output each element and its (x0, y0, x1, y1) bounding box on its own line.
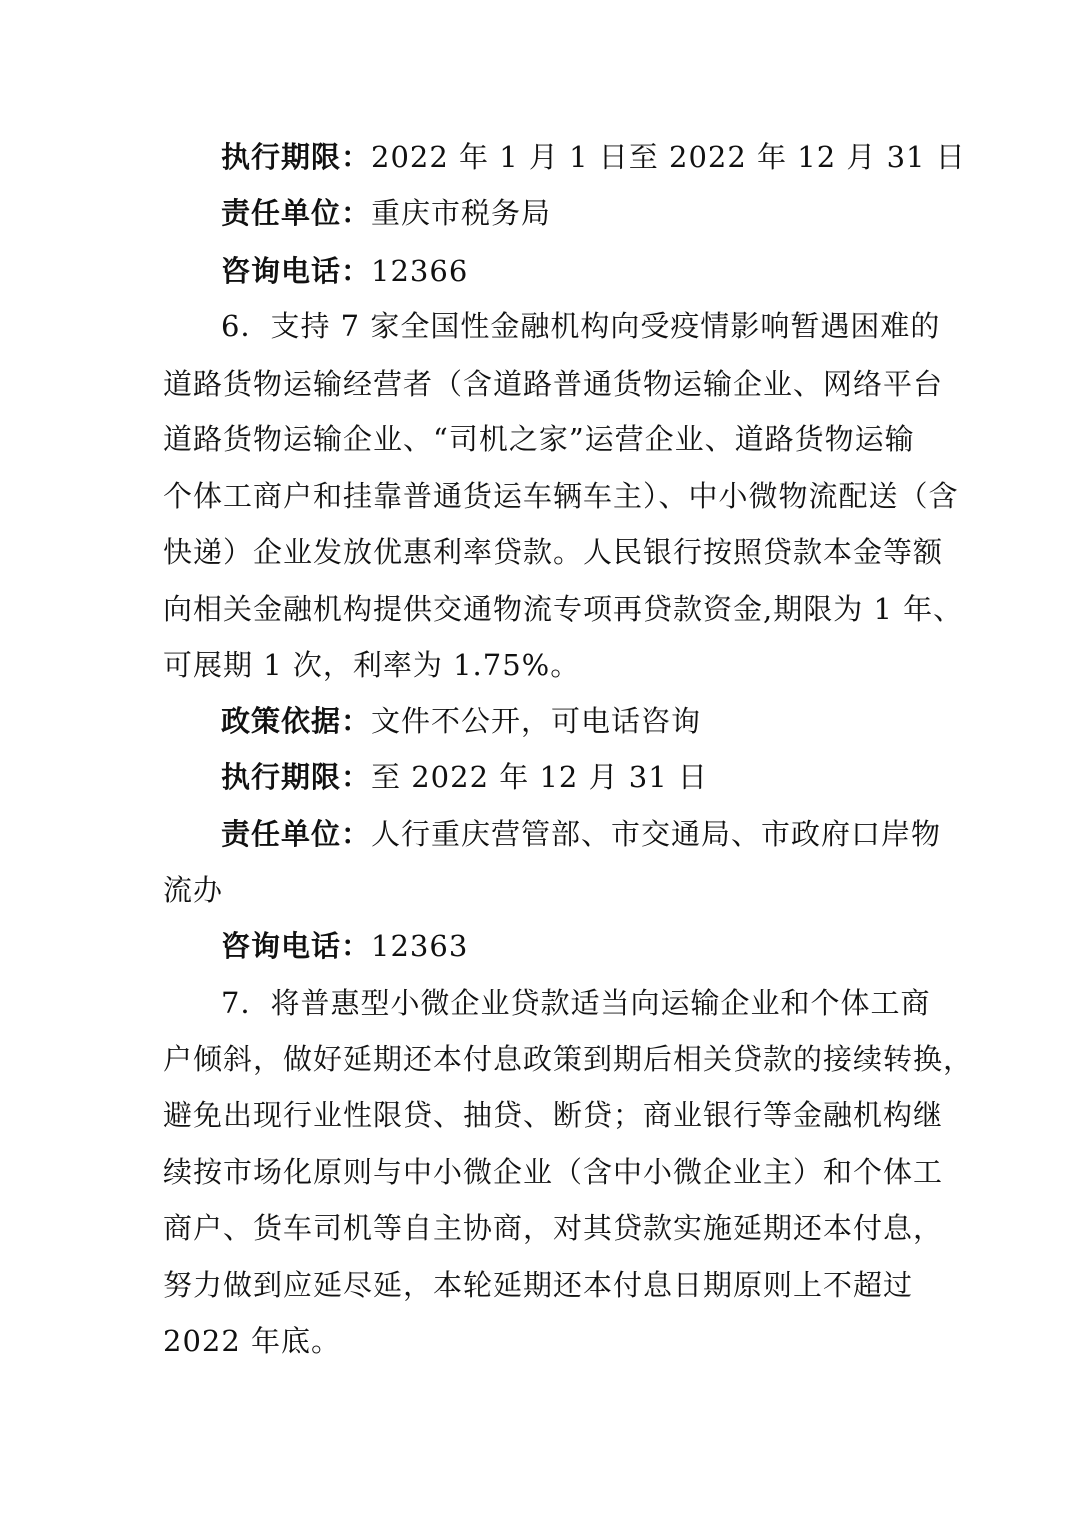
phone-label: 咨询电话： (221, 929, 372, 963)
item6-line: 向相关金融机构提供交通物流专项再贷款资金,期限为 1 年、 (163, 592, 964, 626)
basis-line (221, 701, 701, 741)
term-line-1 (221, 137, 966, 177)
item7-line: 努力做到应延尽延，本轮延期还本付息日期原则上不超过 (163, 1268, 914, 1302)
item7-line: 避免出现行业性限贷、抽贷、断贷；商业银行等金融机构继 (163, 1098, 944, 1132)
item7-line: 户倾斜，做好延期还本付息政策到期后相关贷款的接续转换， (163, 1042, 974, 1076)
item7-line: 7．将普惠型小微企业贷款适当向运输企业和个体工商 (221, 986, 931, 1020)
unit-label: 责任单位： (221, 196, 372, 230)
item6-line: 个体工商户和挂靠普通货运车辆车主）、中小微物流配送（含 (163, 479, 959, 513)
item7-line: 2022 年底。 (163, 1324, 342, 1358)
term-label: 执行期限： (221, 760, 372, 794)
unit-line-2 (221, 814, 941, 854)
item6-line: 6．支持 7 家全国性金融机构向受疫情影响暂遇困难的 (221, 309, 941, 343)
term-line-2 (221, 757, 708, 797)
phone-line-2 (221, 926, 468, 966)
unit-value: 人行重庆营管部、市交通局、市政府口岸物 (371, 817, 942, 851)
item6-line: 道路货物运输企业、“司机之家”运营企业、道路货物运输 (163, 422, 915, 456)
term-value: 2022 年 1 月 1 日至 2022 年 12 月 31 日 (371, 140, 966, 174)
item6-line: 道路货物运输经营者（含道路普通货物运输企业、网络平台 (163, 367, 944, 401)
basis-value: 文件不公开，可电话咨询 (371, 704, 702, 738)
phone-value: 12366 (371, 254, 469, 288)
unit-value-continued: 流办 (163, 873, 224, 907)
unit-value: 重庆市税务局 (371, 196, 552, 230)
item6-line: 可展期 1 次，利率为 1.75%。 (163, 648, 581, 682)
phone-label: 咨询电话： (221, 254, 372, 288)
term-label: 执行期限： (221, 140, 372, 174)
item6-line: 快递）企业发放优惠利率贷款。人民银行按照贷款本金等额 (163, 535, 944, 569)
basis-label: 政策依据： (221, 704, 372, 738)
phone-value: 12363 (371, 929, 469, 963)
item7-line: 商户、货车司机等自主协商，对其贷款实施延期还本付息， (163, 1211, 944, 1245)
item7-line: 续按市场化原则与中小微企业（含中小微企业主）和个体工 (163, 1155, 944, 1189)
unit-label: 责任单位： (221, 817, 372, 851)
term-value: 至 2022 年 12 月 31 日 (371, 760, 708, 794)
unit-line-1 (221, 193, 551, 233)
phone-line-1 (221, 251, 468, 291)
